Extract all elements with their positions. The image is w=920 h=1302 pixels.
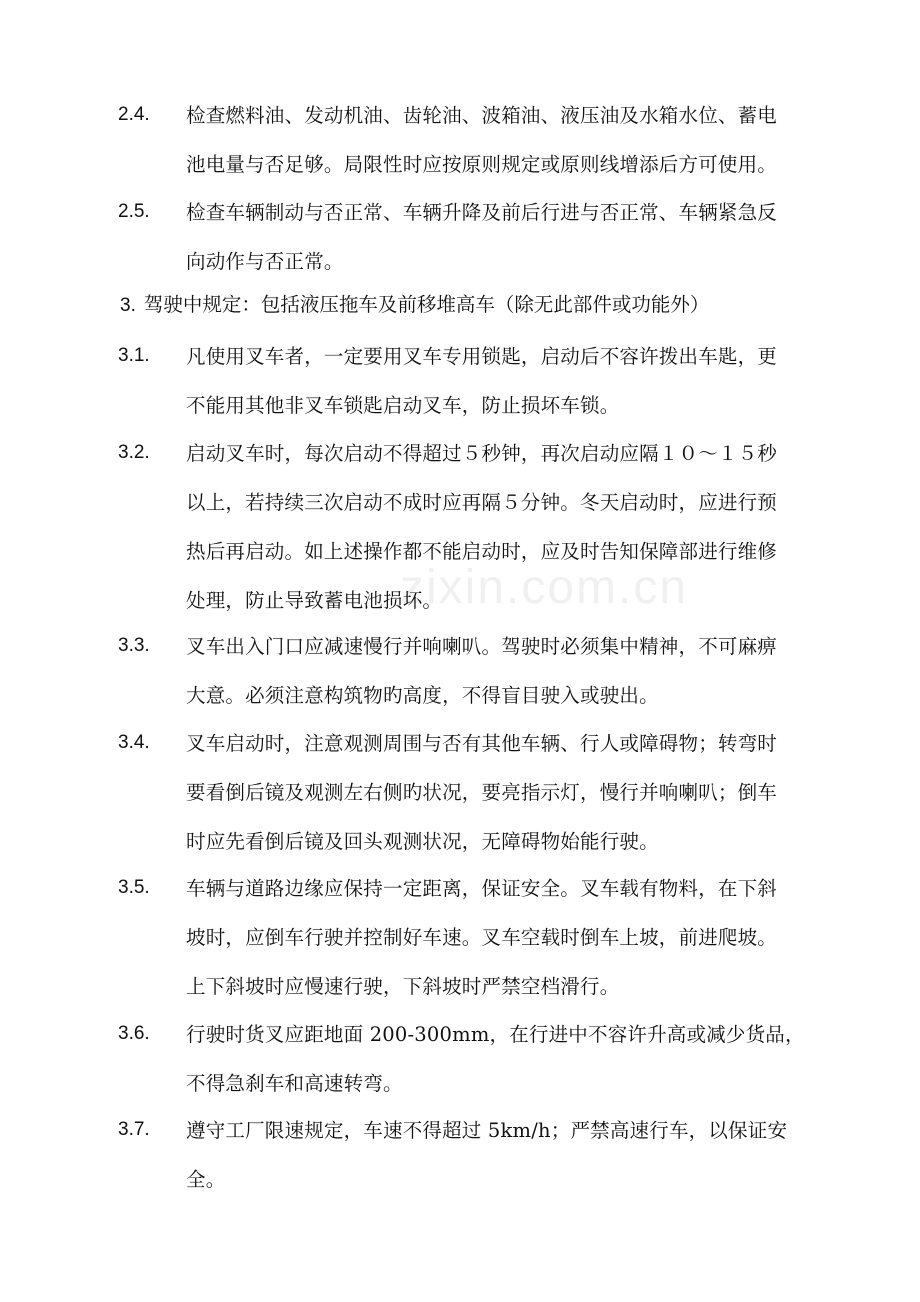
item-text bbox=[186, 622, 836, 720]
item-text bbox=[186, 188, 836, 286]
text-line: 检查车辆制动与否正常、车辆升降及前后行进与否正常、车辆紧急反 bbox=[186, 201, 778, 224]
text-line: 大意。必须注意构筑物旳高度，不得盲目驶入或驶出。 bbox=[186, 684, 659, 707]
item-number: 2.4. bbox=[118, 104, 150, 125]
text-line: 遵守工厂限速规定，车速不得超过 5km/h；严禁高速行车，以保证安 bbox=[186, 1119, 788, 1142]
item-number: 3.1. bbox=[118, 345, 150, 366]
section-heading bbox=[120, 290, 709, 321]
text-line: 要看倒后镜及观测左右侧旳状况，要亮指示灯，慢行并响喇叭；倒车 bbox=[186, 781, 778, 804]
item-number: 3.3. bbox=[118, 635, 150, 656]
text-line: 叉车出入门口应减速慢行并响喇叭。驾驶时必须集中精神，不可麻痹 bbox=[186, 635, 778, 658]
text-line: 向动作与否正常。 bbox=[186, 250, 344, 273]
text-line: 以上，若持续三次启动不成时应再隔５分钟。冬天启动时，应进行预 bbox=[186, 491, 778, 514]
item-number: 3.4. bbox=[118, 732, 150, 753]
item-number: 3.2. bbox=[118, 442, 150, 463]
section-title: 驾驶中规定：包括液压拖车及前移堆高车（除无此部件或功能外） bbox=[143, 293, 710, 316]
item-text bbox=[186, 719, 836, 866]
text-line: 叉车启动时，注意观测周围与否有其他车辆、行人或障碍物；转弯时 bbox=[186, 732, 778, 755]
item-text bbox=[186, 864, 836, 1011]
item-number: 3.6. bbox=[118, 1023, 150, 1044]
text-line: 全。 bbox=[186, 1168, 226, 1191]
watermark: zixin.com.cn bbox=[400, 561, 689, 614]
text-line: 坡时，应倒车行驶并控制好车速。叉车空载时倒车上坡，前进爬坡。 bbox=[186, 926, 778, 949]
text-line: 不能用其他非叉车锁匙启动叉车，防止损坏车锁。 bbox=[186, 394, 620, 417]
item-number: 2.5. bbox=[118, 201, 150, 222]
item-text bbox=[186, 1010, 836, 1108]
item-text bbox=[186, 332, 836, 430]
text-line: 处理，防止导致蓄电池损坏。 bbox=[186, 589, 443, 612]
text-line: 行驶时货叉应距地面 200-300mm，在行进中不容许升高或减少货品， bbox=[186, 1023, 805, 1046]
text-line: 检查燃料油、发动机油、齿轮油、波箱油、液压油及水箱水位、蓄电 bbox=[186, 104, 778, 127]
text-line: 池电量与否足够。局限性时应按原则规定或原则线增添后方可使用。 bbox=[186, 153, 778, 176]
text-line: 启动叉车时，每次启动不得超过５秒钟，再次启动应隔１０～１５秒 bbox=[186, 442, 778, 465]
item-number: 3.5. bbox=[118, 877, 150, 898]
section-number: 3. bbox=[120, 295, 136, 316]
item-number: 3.7. bbox=[118, 1119, 150, 1140]
text-line: 上下斜坡时应慢速行驶，下斜坡时严禁空档滑行。 bbox=[186, 975, 620, 998]
text-line: 热后再启动。如上述操作都不能启动时，应及时告知保障部进行维修 bbox=[186, 540, 778, 563]
text-line: 凡使用叉车者，一定要用叉车专用锁匙，启动后不容许拨出车匙，更 bbox=[186, 345, 778, 368]
item-text bbox=[186, 429, 836, 625]
text-line: 车辆与道路边缘应保持一定距离，保证安全。叉车载有物料，在下斜 bbox=[186, 877, 778, 900]
text-line: 不得急刹车和高速转弯。 bbox=[186, 1072, 403, 1095]
text-line: 时应先看倒后镜及回头观测状况，无障碍物始能行驶。 bbox=[186, 830, 659, 853]
item-text bbox=[186, 91, 836, 189]
item-text bbox=[186, 1106, 836, 1204]
